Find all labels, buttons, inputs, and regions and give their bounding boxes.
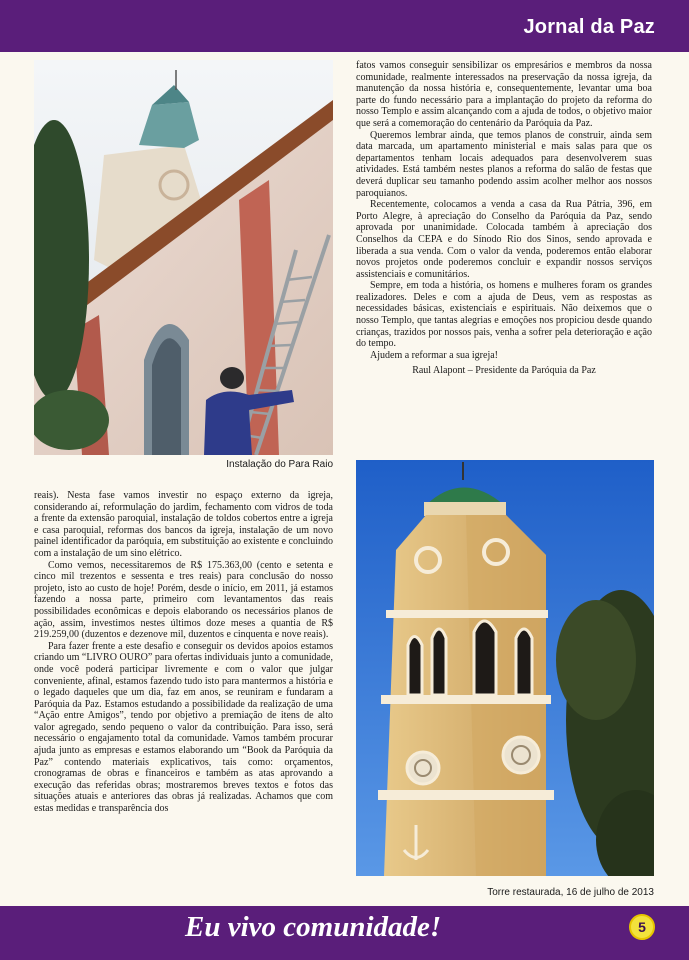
author-signature: Raul Alapont – Presidente da Paróquia da Paz (412, 365, 596, 377)
paragraph: Para fazer frente a este desafio e conseguir os devidos apoios estamos criando um “LIVRO OURO” para ofertas individuais junto a comunidade, onde você poderá participar livremente e com o valor que julgar conveniente, afinal, estamos fazendo tudo isto para mantermos a história e o legado daqueles que um dia, faz em anos, se reuniram e fundaram a Paróquia da Paz. Estamos estudando a possibilidade da realização de uma “Ação entre Amigos”, tendo por objetivo a premiação de itens de alto valor agregado, sendo pequeno o valor da contribuição. Para isso, será necessário o engajamento total da comunidade. Vamos também procurar ajuda junto as empresas e estamos elaborando um “Book da Paróquia da Paz” contendo materiais explicativos, tais como: orçamentos, cronogramas de obras e financeiros e também as atas aprovando a execução das referidas obras; mostraremos breves textos e fotos das situações atuais e anteriores das obras já realizadas. Achamos que com estas medidas e transparência dos (34, 640, 333, 815)
top-photo-caption: Instalação do Para Raio (226, 459, 333, 470)
footer-slogan: Eu vivo comunidade! (185, 911, 442, 943)
restored-tower-photo (356, 460, 654, 876)
church-ladder-photo (34, 60, 333, 455)
bottom-photo-caption: Torre restaurada, 16 de julho de 2013 (487, 887, 654, 898)
paragraph: Ajudem a reformar a sua igreja! (370, 349, 498, 361)
paragraph: Queremos lembrar ainda, que temos planos de construir, ainda sem data marcada, um apartamento ministerial e mais salas para que os departamentos tenham locais adequados para desenvolverem suas atividades. Está também nestes planos a reforma do salão de festas que deverá duplicar seu tamanho podendo assim acolher melhor aos nossos paroquianos. (356, 129, 652, 199)
paragraph: reais). Nesta fase vamos investir no espaço externo da igreja, considerando aí, reformulação do jardim, fechamento com vidros de toda a frente da extensão paroquial, instalação de toldos cobertos entre a igreja e casa paroquial, reformas dos bancos da igreja, instalação de um novo painel identificador da paróquia, em substituição ao existente e concluindo com a instalação de um sino elétrico. (34, 490, 333, 559)
page-number-badge: 5 (629, 914, 655, 940)
header-bar (0, 0, 689, 52)
left-article-column (34, 490, 333, 815)
paragraph: Sempre, em toda a história, os homens e mulheres foram os grandes realizadores. Deles e com a ajuda de Deus, vem as respostas as necessidades básicas, existenciais e espirituais. Não deixemos que o nosso Templo, que tantas alegrias e emoções nos propiciou desde quando crianças, trazidos por nossos pais, venha a sofrer pela deterioração e ação do tempo. (356, 280, 652, 350)
right-article-column (356, 60, 652, 377)
paragraph: Recentemente, colocamos a venda a casa da Rua Pátria, 396, em Porto Alegre, à apreciação do Conselho da Paróquia da Paz, sendo aprovada por unanimidade. Colocada também à apreciação dos Conselhos da CEPA e do Sínodo Rio dos Sinos, sendo aprovada e liberada a sua venda. Com o valor da venda, poderemos então elaborar novos projetos onde poderemos concluir e expandir nossos serviços assistenciais e comunitários. (356, 199, 652, 280)
paragraph: Como vemos, necessitaremos de R$ 175.363,00 (cento e setenta e cinco mil trezentos e sessenta e tres reais) para conclusão do nosso projeto, isto ao custo de hoje! Porém, desde o início, em 2011, já estamos fazendo a nossa parte, primeiro com levantamentos das reais possibilidades econômicas e depois elaborando os necessários planos de ação, assim, investimos nestes últimos doze meses a quantia de R$ 219.259,00 (duzentos e dezenove mil, duzentos e cinquenta e nove reais). (34, 559, 333, 641)
paragraph: fatos vamos conseguir sensibilizar os empresários e membros da nossa comunidade, realmente interessados na preservação da nossa igreja, da manutenção da nossa história e, consequentemente, levantar uma boa parte do fundo necessário para a implantação do projeto da reforma do nosso Templo e assim alcançando com a ajuda de todos, o objetivo maior que será a comemoração do centenário da Paróquia da Paz. (356, 60, 652, 129)
newspaper-title: Jornal da Paz (523, 16, 655, 38)
